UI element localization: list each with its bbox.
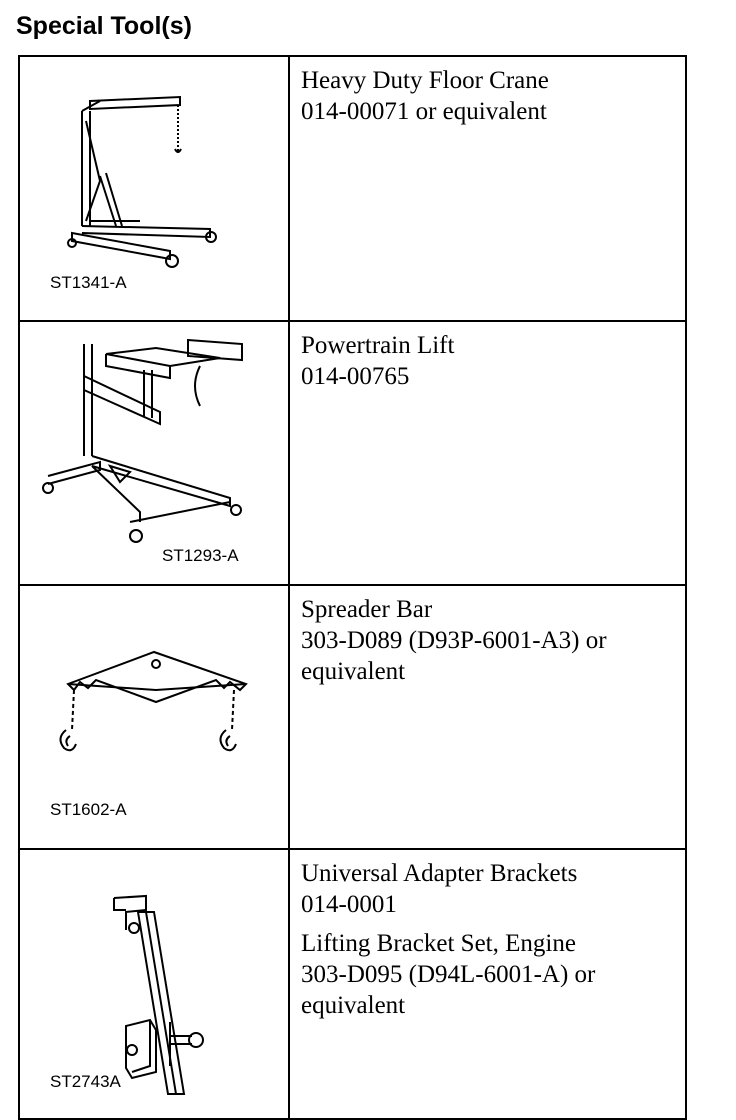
tool-name: Lifting Bracket Set, Engine — [301, 930, 576, 957]
special-tools-table — [18, 55, 687, 1120]
tool-description-cell — [289, 849, 686, 1119]
tool-description-cell — [289, 585, 686, 849]
powertrain-lift-icon — [20, 322, 288, 584]
tool-code: ST1602-A — [50, 800, 127, 819]
tool-number: 014-0001 — [301, 891, 397, 918]
tool-name: Heavy Duty Floor Crane — [301, 67, 549, 94]
tool-code: ST1293-A — [162, 546, 239, 565]
tool-description-cell — [289, 321, 686, 585]
spacer — [301, 920, 675, 928]
tool-name: Powertrain Lift — [301, 332, 455, 359]
page-title: Special Tool(s) — [16, 12, 192, 40]
tool-image-cell — [19, 849, 289, 1119]
table-row — [19, 321, 686, 585]
tool-number: 303-D095 (D94L-6001-A) or — [301, 961, 596, 988]
tool-code: ST1341-A — [50, 273, 127, 292]
tool-image-cell — [19, 585, 289, 849]
tool-equivalent: equivalent — [301, 658, 406, 685]
tool-number: 014-00071 or equivalent — [301, 98, 547, 125]
tool-number: 014-00765 — [301, 363, 410, 390]
tool-image-cell — [19, 321, 289, 585]
tool-image-cell — [19, 56, 289, 321]
tool-description-cell — [289, 56, 686, 321]
table-row — [19, 585, 686, 849]
tool-number: 303-D089 (D93P-6001-A3) or — [301, 627, 607, 654]
tool-name: Universal Adapter Brackets — [301, 860, 578, 887]
tool-name: Spreader Bar — [301, 596, 433, 623]
table-row — [19, 56, 686, 321]
tool-equivalent: equivalent — [301, 992, 406, 1019]
tool-code: ST2743A — [50, 1072, 121, 1091]
table-row — [19, 849, 686, 1119]
